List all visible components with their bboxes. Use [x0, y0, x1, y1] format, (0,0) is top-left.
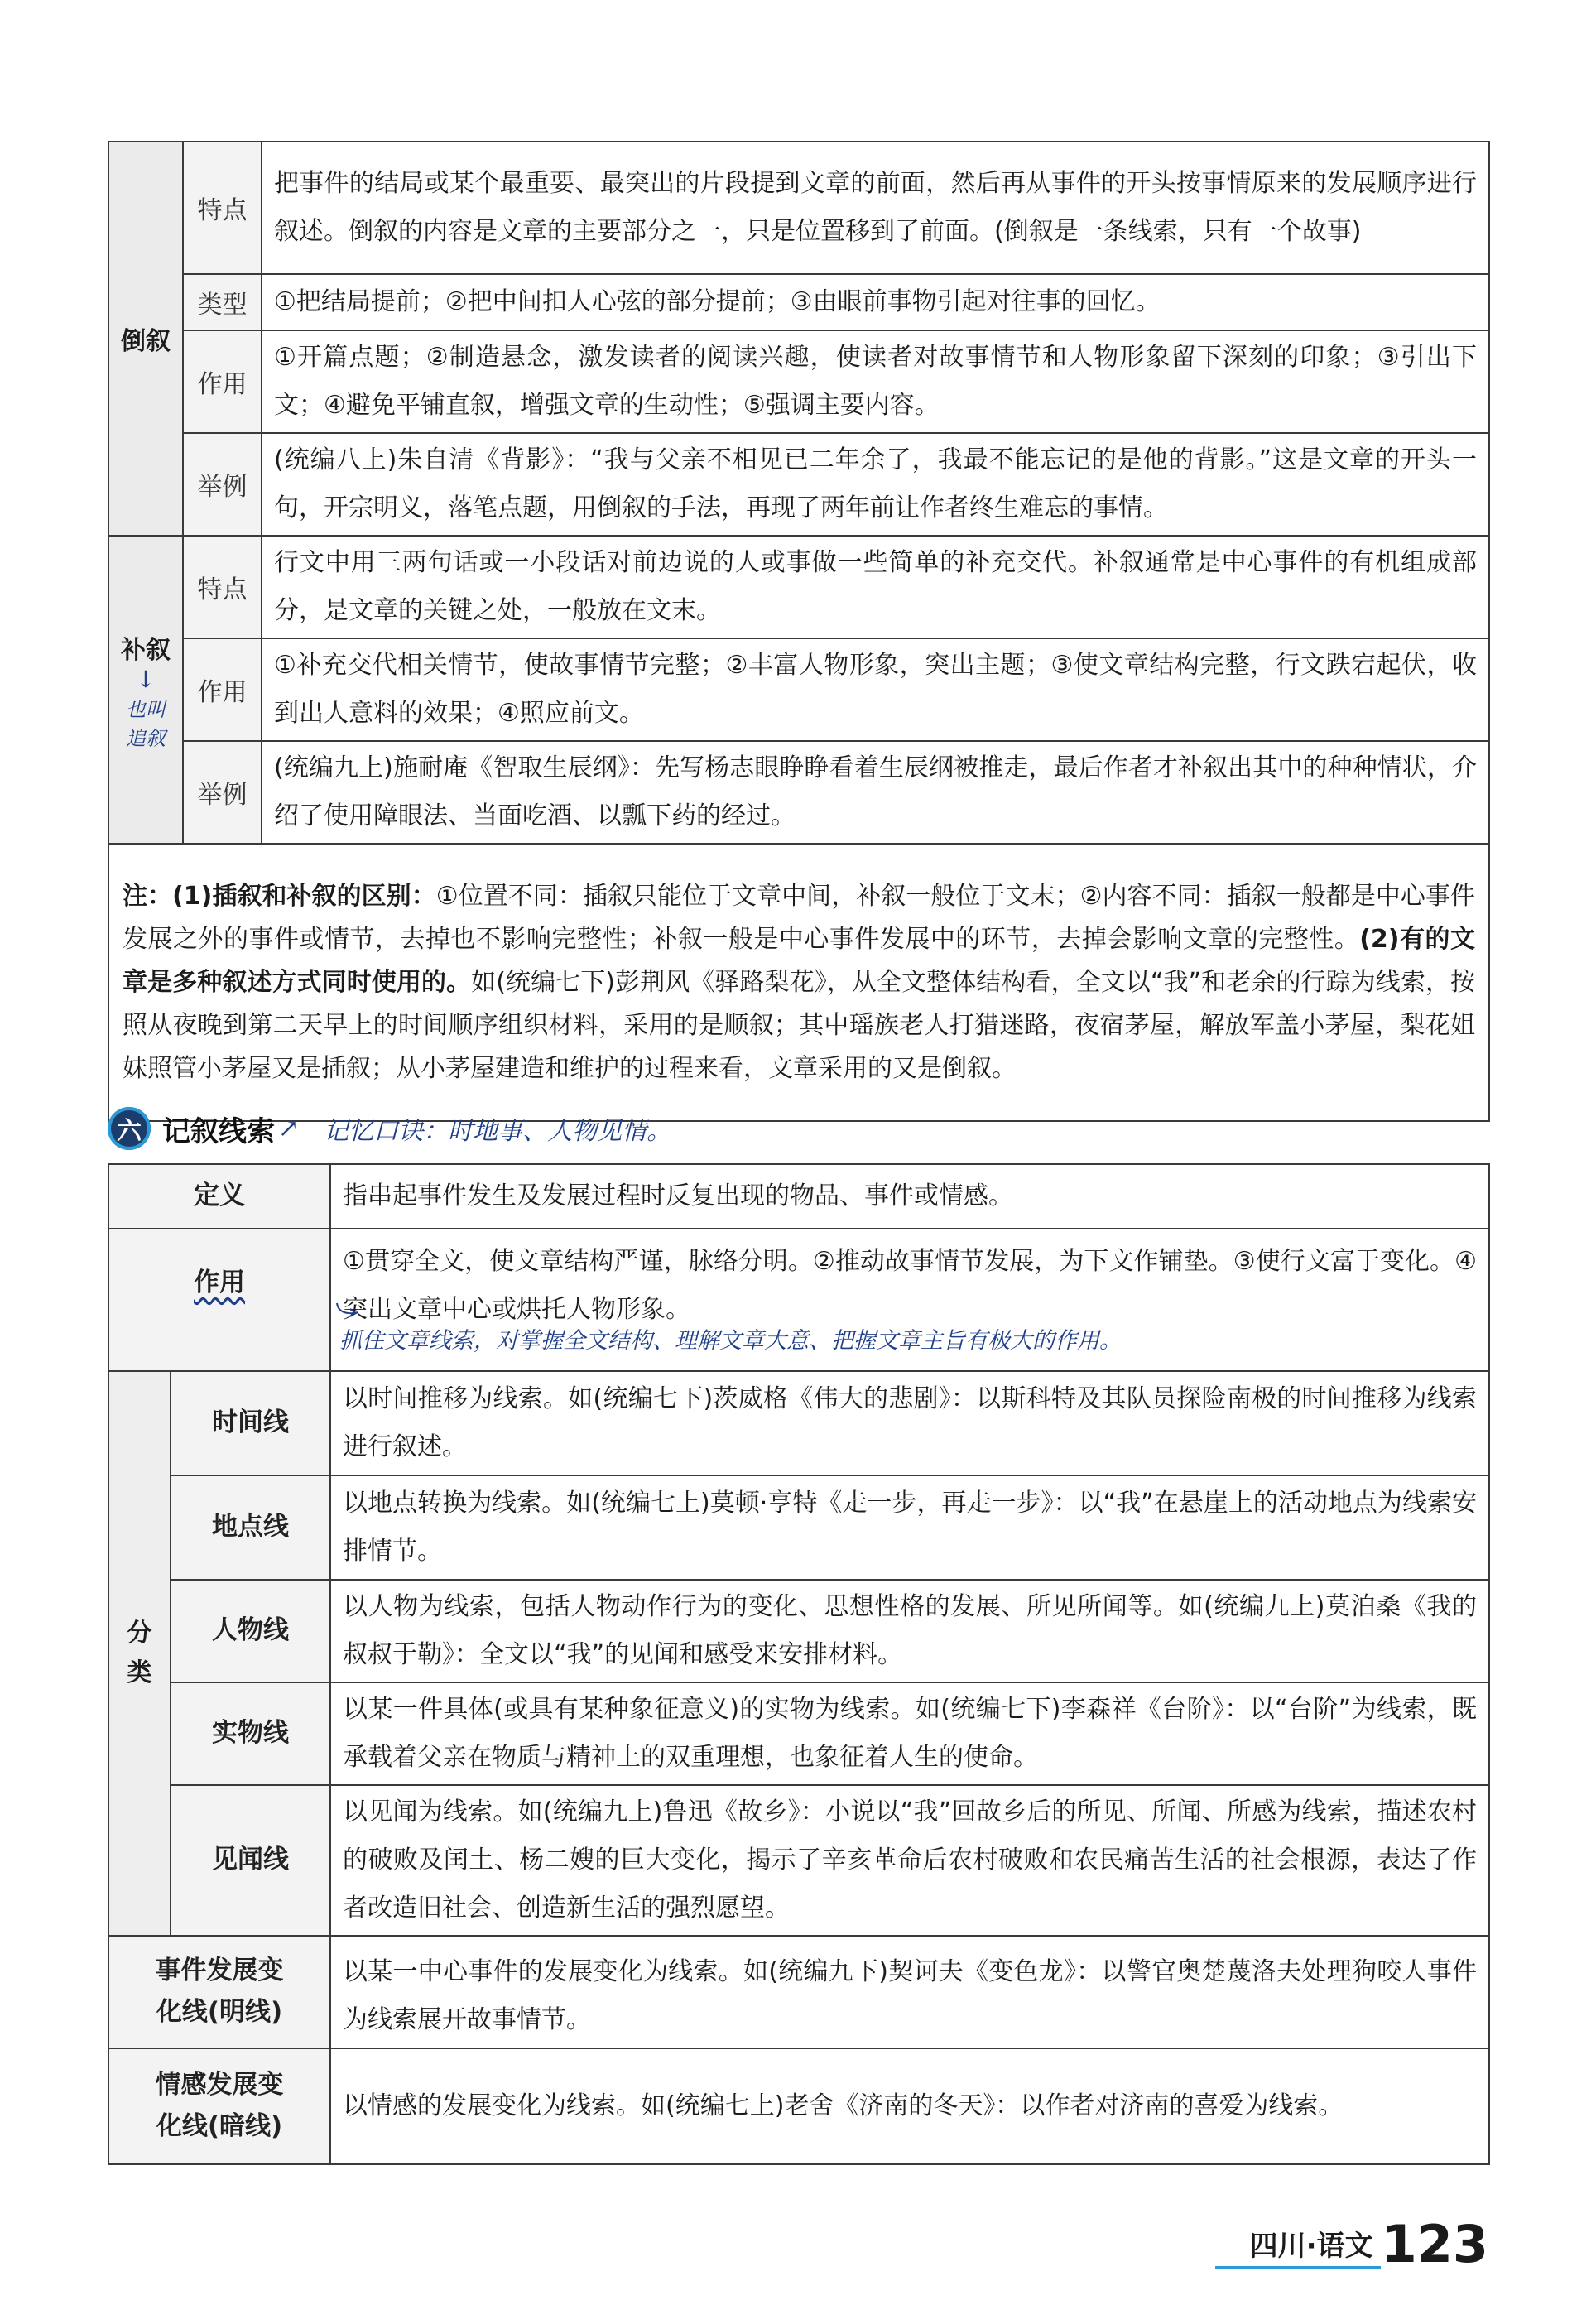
- buxu-text-tedian: 行文中用三两句话或一小段话对前边说的人或事做一些简单的补充交代。补叙通常是中心事件的有机组成部分，是文章的关键之处，一般放在文末。: [262, 536, 1489, 638]
- note-cell: [108, 844, 1489, 1121]
- footer-label: 四川·语文: [1249, 2230, 1373, 2263]
- text-dingyi: 指串起事件发生及发展过程时反复出现的物品、事件或情感。: [330, 1164, 1489, 1229]
- label-emotion-line-1: 情感发展变: [155, 2070, 284, 2100]
- text-emotion-line: 以情感的发展变化为线索。如(统编七上)老舍《济南的冬天》：以作者对济南的喜爱为线索。: [330, 2048, 1489, 2164]
- label-zuoyong-cell: [108, 1229, 330, 1371]
- buxu-annotation-2: 追叙: [126, 726, 166, 750]
- section-number-badge: 六: [108, 1107, 151, 1150]
- label-zuoyong: 作用: [194, 1268, 245, 1297]
- fenlei-label: 分类: [127, 1619, 152, 1687]
- page-number: 123: [1381, 2214, 1488, 2274]
- buxu-label: 补叙: [121, 635, 171, 665]
- label-object-line: 实物线: [171, 1682, 330, 1785]
- daoxu-label-leixing: 类型: [183, 274, 262, 330]
- text-seen-line: 以见闻为线索。如(统编九上)鲁迅《故乡》：小说以“我”回故乡后的所见、所闻、所感为线索，描述农村的破败及闰土、杨二嫂的巨大变化，揭示了辛亥革命后农村破败和农民痛苦生活的社会根源，表达了作者改造旧社会、创造新生活的强烈愿望。: [330, 1785, 1489, 1936]
- daoxu-label-tedian: 特点: [183, 142, 262, 274]
- clue-table: [108, 1163, 1490, 2165]
- label-event-line: [108, 1936, 330, 2048]
- label-dingyi: 定义: [108, 1164, 330, 1229]
- daoxu-text-zuoyong: ①开篇点题；②制造悬念，激发读者的阅读兴趣，使读者对故事情节和人物形象留下深刻的印象；③引出下文；④避免平铺直叙，增强文章的生动性；⑤强调主要内容。: [262, 330, 1489, 433]
- label-time-line: 时间线: [171, 1371, 330, 1475]
- note-text-1: ①位置不同：插叙只能位于文章中间，补叙一般位于文末；②内容不同：插叙一般都是中心事件发展之外的事件或情节，去掉也不影响完整性；补叙一般是中心事件发展中的环节，去掉会影响文章的完整性。: [123, 881, 1475, 954]
- label-place-line: 地点线: [171, 1475, 330, 1580]
- handwritten-function-note: 抓住文章线索，对掌握全文结构、理解文章大意、把握文章主旨有极大的作用。: [339, 1328, 1122, 1354]
- footer-rule: [1215, 2266, 1381, 2269]
- label-person-line: 人物线: [171, 1580, 330, 1682]
- group-buxu: [108, 536, 183, 844]
- buxu-label-zuoyong: 作用: [183, 638, 262, 741]
- page-footer: [1249, 2214, 1488, 2274]
- label-event-line-1: 事件发展变: [155, 1956, 284, 1986]
- section-handwritten-note: 记忆口诀：时地事、人物见情。: [324, 1117, 672, 1146]
- buxu-label-tedian: 特点: [183, 536, 262, 638]
- handwritten-arrow-icon: [335, 1300, 358, 1318]
- daoxu-text-juli: (统编八上)朱自清《背影》：“我与父亲不相见已二年余了，我最不能忘记的是他的背影。”这是文章的开头一句，开宗明义，落笔点题，用倒叙的手法，再现了两年前让作者终生难忘的事情。: [262, 433, 1489, 536]
- daoxu-text-tedian: 把事件的结局或某个最重要、最突出的片段提到文章的前面，然后再从事件的开头按事情原来的发展顺序进行叙述。倒叙的内容是文章的主要部分之一，只是位置移到了前面。(倒叙是一条线索，只有一个故事): [262, 142, 1489, 274]
- note-text-2: 如(统编七下)彭荆风《驿路梨花》，从全文整体结构看，全文以“我”和老余的行踪为线索，按照从夜晚到第二天早上的时间顺序组织材料，采用的是顺叙；其中瑶族老人打猎迷路，夜宿茅屋，解放军盖小茅屋，梨花姐妹照管小茅屋又是插叙；从小茅屋建造和维护的过程来看，文章采用的又是倒叙。: [123, 967, 1475, 1083]
- buxu-label-juli: 举例: [183, 741, 262, 844]
- label-emotion-line-2: 化线(暗线): [156, 2111, 283, 2141]
- text-person-line: 以人物为线索，包括人物动作行为的变化、思想性格的发展、所见所闻等。如(统编九上)莫泊桑《我的叔叔于勒》：全文以“我”的见闻和感受来安排材料。: [330, 1580, 1489, 1682]
- daoxu-text-leixing: ①把结局提前；②把中间扣人心弦的部分提前；③由眼前事物引起对往事的回忆。: [262, 274, 1489, 330]
- label-emotion-line: [108, 2048, 330, 2164]
- label-event-line-2: 化线(明线): [156, 1997, 283, 2027]
- daoxu-label-zuoyong: 作用: [183, 330, 262, 433]
- section-heading: [108, 1104, 671, 1153]
- text-place-line: 以地点转换为线索。如(统编七上)莫顿·亨特《走一步，再走一步》：以“我”在悬崖上的活动地点为线索安排情节。: [330, 1475, 1489, 1580]
- section-title: 记叙线索: [162, 1114, 275, 1148]
- label-seen-line: 见闻线: [171, 1785, 330, 1936]
- buxu-text-juli: (统编九上)施耐庵《智取生辰纲》：先写杨志眼睁睁看着生辰纲被推走，最后作者才补叙出其中的种种情状，介绍了使用障眼法、当面吃酒、以瓢下药的经过。: [262, 741, 1489, 844]
- buxu-text-zuoyong: ①补充交代相关情节，使故事情节完整；②丰富人物形象，突出主题；③使文章结构完整，行文跌宕起伏，收到出人意料的效果；④照应前文。: [262, 638, 1489, 741]
- group-fenlei: [108, 1371, 171, 1936]
- down-arrow-icon: ↓: [136, 665, 156, 693]
- narration-table: [108, 141, 1490, 1122]
- note-subtitle: (2)有的文章是多种叙述方式同时使用的。: [123, 924, 1475, 997]
- text-time-line: 以时间推移为线索。如(统编七下)茨威格《伟大的悲剧》：以斯科特及其队员探险南极的时间推移为线索进行叙述。: [330, 1371, 1489, 1475]
- text-event-line: 以某一中心事件的发展变化为线索。如(统编九下)契诃夫《变色龙》：以警官奥楚蔑洛夫处理狗咬人事件为线索展开故事情节。: [330, 1936, 1489, 2048]
- daoxu-label-juli: 举例: [183, 433, 262, 536]
- text-object-line: 以某一件具体(或具有某种象征意义)的实物为线索。如(统编七下)李森祥《台阶》：以“台阶”为线索，既承载着父亲在物质与精神上的双重理想，也象征着人生的使命。: [330, 1682, 1489, 1785]
- text-zuoyong-body: ①贯穿全文，使文章结构严谨，脉络分明。②推动故事情节发展，为下文作铺垫。③使行文富于变化。④突出文章中心或烘托人物形象。: [343, 1247, 1477, 1324]
- note-title: 注：(1)插叙和补叙的区别：: [123, 881, 436, 911]
- group-daoxu: 倒叙: [108, 142, 183, 536]
- handwritten-arrow-icon: ↗: [278, 1114, 300, 1143]
- buxu-annotation-1: 也叫: [126, 697, 166, 721]
